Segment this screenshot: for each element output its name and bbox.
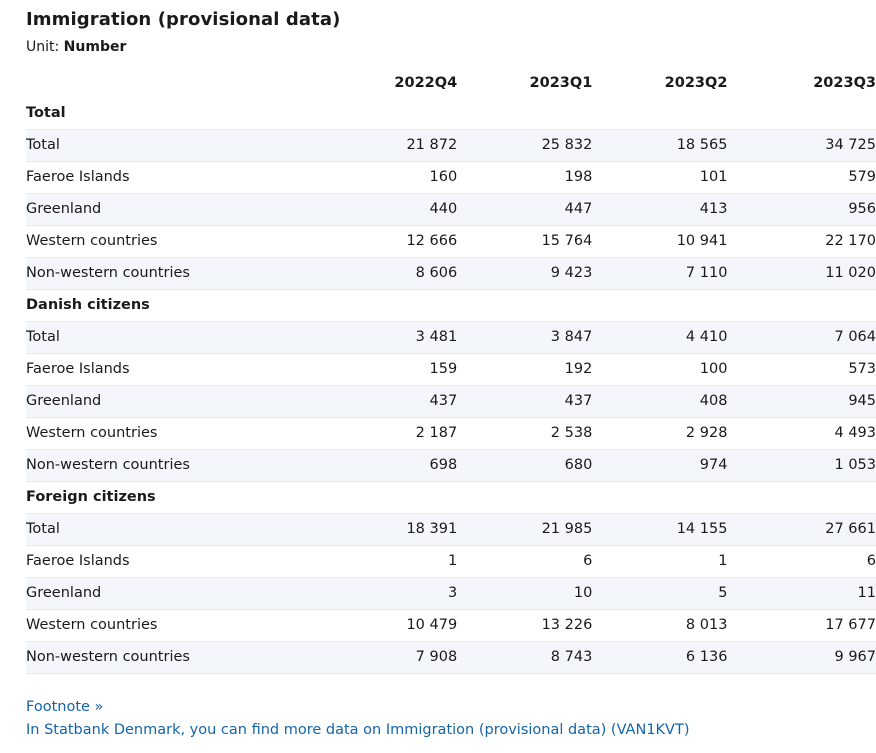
statistics-table (26, 68, 876, 674)
table-cell: 13 226 (457, 610, 592, 642)
table-cell: 437 (294, 386, 457, 418)
table-cell: 8 606 (294, 258, 457, 290)
statbank-link[interactable]: In Statbank Denmark, you can find more data on Immigration (provisional data) (VAN1KVT) (26, 722, 690, 738)
table-row (26, 610, 876, 642)
table-cell: 159 (294, 354, 457, 386)
table-cell: 10 941 (592, 226, 727, 258)
table-row (26, 130, 876, 162)
table-cell: 6 (727, 546, 876, 578)
group-header-row (26, 290, 876, 322)
table-cell: 408 (592, 386, 727, 418)
row-label: Western countries (26, 610, 294, 642)
row-label: Greenland (26, 194, 294, 226)
table-row (26, 162, 876, 194)
column-header: 2022Q4 (394, 75, 458, 91)
table-cell: 21 985 (457, 514, 592, 546)
table-cell: 3 (294, 578, 457, 610)
table-cell: 100 (592, 354, 727, 386)
table-cell: 3 847 (457, 322, 592, 354)
table-cell: 945 (727, 386, 876, 418)
table-row (26, 642, 876, 674)
table-cell: 160 (294, 162, 457, 194)
table-cell: 974 (592, 450, 727, 482)
table-cell: 17 677 (727, 610, 876, 642)
table-cell: 27 661 (727, 514, 876, 546)
table-cell: 2 928 (592, 418, 727, 450)
row-label: Greenland (26, 386, 294, 418)
table-cell: 4 493 (727, 418, 876, 450)
table-row (26, 578, 876, 610)
table-cell: 14 155 (592, 514, 727, 546)
table-cell: 2 187 (294, 418, 457, 450)
group-header-row (26, 98, 876, 130)
header-row (26, 68, 876, 98)
footnote-link[interactable]: Footnote » (26, 699, 104, 715)
row-label: Total (26, 514, 294, 546)
row-label: Western countries (26, 226, 294, 258)
column-header: 2023Q2 (664, 75, 728, 91)
table-row (26, 546, 876, 578)
table-cell: 15 764 (457, 226, 592, 258)
row-label: Faeroe Islands (26, 354, 294, 386)
table-cell: 4 410 (592, 322, 727, 354)
table-row (26, 418, 876, 450)
header-stub (26, 68, 294, 98)
row-label: Non-western countries (26, 450, 294, 482)
table-cell: 956 (727, 194, 876, 226)
unit-label: Unit: (26, 39, 60, 55)
table-cell: 101 (592, 162, 727, 194)
row-label: Total (26, 130, 294, 162)
column-header: 2023Q3 (813, 75, 876, 91)
unit-line (26, 37, 876, 57)
table-cell: 9 423 (457, 258, 592, 290)
row-label: Faeroe Islands (26, 546, 294, 578)
table-cell: 8 013 (592, 610, 727, 642)
table-cell: 9 967 (727, 642, 876, 674)
group-heading: Foreign citizens (26, 482, 876, 514)
table-cell: 579 (727, 162, 876, 194)
table-container (26, 8, 876, 665)
group-header-row (26, 482, 876, 514)
table-cell: 7 908 (294, 642, 457, 674)
table-cell: 6 (457, 546, 592, 578)
table-cell: 680 (457, 450, 592, 482)
table-cell: 698 (294, 450, 457, 482)
table-row (26, 514, 876, 546)
table-cell: 447 (457, 194, 592, 226)
table-cell: 573 (727, 354, 876, 386)
table-row (26, 354, 876, 386)
table-cell: 10 479 (294, 610, 457, 642)
table-cell: 18 391 (294, 514, 457, 546)
table-cell: 7 064 (727, 322, 876, 354)
table-cell: 437 (457, 386, 592, 418)
table-row (26, 450, 876, 482)
table-cell: 5 (592, 578, 727, 610)
table-cell: 1 (592, 546, 727, 578)
table-cell: 10 (457, 578, 592, 610)
table-cell: 8 743 (457, 642, 592, 674)
row-label: Non-western countries (26, 642, 294, 674)
table-row (26, 322, 876, 354)
table-row (26, 258, 876, 290)
table-cell: 1 (294, 546, 457, 578)
column-header: 2023Q1 (529, 75, 593, 91)
table-row (26, 226, 876, 258)
group-heading: Danish citizens (26, 290, 876, 322)
group-heading: Total (26, 98, 876, 130)
row-label: Greenland (26, 578, 294, 610)
table-body (26, 98, 876, 674)
table-cell: 11 020 (727, 258, 876, 290)
footer-links (26, 696, 690, 742)
table-cell: 440 (294, 194, 457, 226)
row-label: Total (26, 322, 294, 354)
table-cell: 25 832 (457, 130, 592, 162)
table-cell: 413 (592, 194, 727, 226)
table-cell: 18 565 (592, 130, 727, 162)
table-cell: 34 725 (727, 130, 876, 162)
row-label: Non-western countries (26, 258, 294, 290)
table-cell: 21 872 (294, 130, 457, 162)
table-cell: 11 (727, 578, 876, 610)
row-label: Western countries (26, 418, 294, 450)
table-cell: 198 (457, 162, 592, 194)
table-cell: 6 136 (592, 642, 727, 674)
table-row (26, 194, 876, 226)
table-cell: 22 170 (727, 226, 876, 258)
page-title: Immigration (provisional data) (26, 9, 341, 30)
table-cell: 12 666 (294, 226, 457, 258)
table-cell: 3 481 (294, 322, 457, 354)
table-row (26, 386, 876, 418)
table-cell: 1 053 (727, 450, 876, 482)
row-label: Faeroe Islands (26, 162, 294, 194)
table-cell: 7 110 (592, 258, 727, 290)
table-cell: 2 538 (457, 418, 592, 450)
unit-value: Number (63, 39, 127, 55)
table-cell: 192 (457, 354, 592, 386)
